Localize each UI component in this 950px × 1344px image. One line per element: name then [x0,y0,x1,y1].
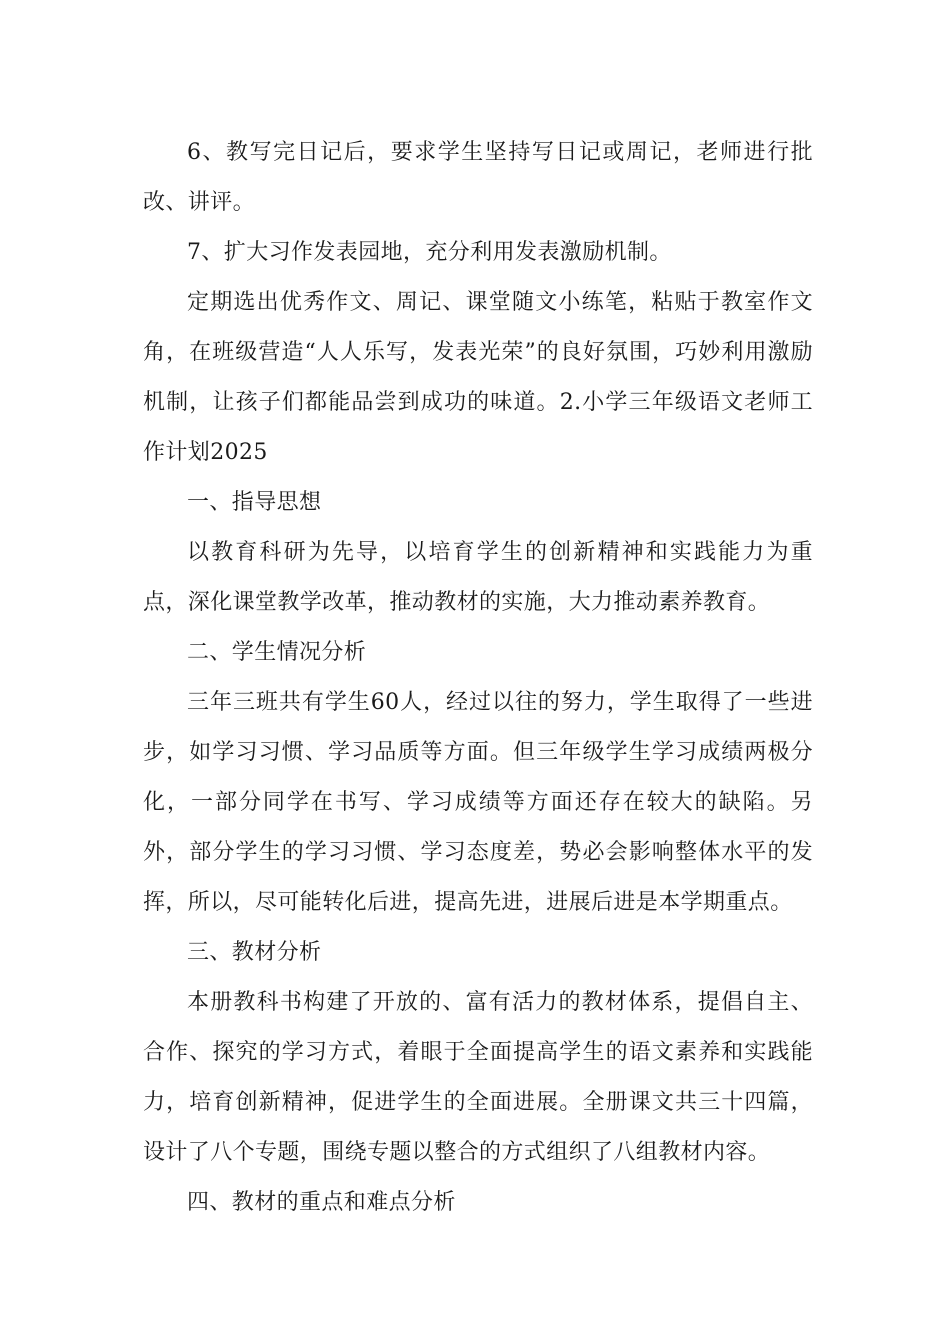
paragraph-guiding-thought: 以教育科研为先导，以培育学生的创新精神和实践能力为重点，深化课堂教学改革，推动教材的实施，大力推动素养教育。 [143,540,813,615]
heading-student-analysis: 二、学生情况分析 [187,640,367,665]
paragraph-student-analysis: 三年三班共有学生60人，经过以往的努力，学生取得了一些进步，如学习习惯、学习品质等方面。但三年级学生学习成绩两极分化，一部分同学在书写、学习成绩等方面还存在较大的缺陷。另外，部分学生的学习习惯、学习态度差，势必会影响整体水平的发挥，所以，尽可能转化后进，提高先进，进展后进是本学期重点。 [143,690,813,915]
paragraph-diary-item: 6、教写完日记后，要求学生坚持写日记或周记，老师进行批改、讲评。 [143,140,813,215]
heading-guiding-thought: 一、指导思想 [187,490,322,515]
heading-key-points: 四、教材的重点和难点分析 [187,1190,456,1215]
paragraph-publish-detail: 定期选出优秀作文、周记、课堂随文小练笔，粘贴于教室作文角，在班级营造“人人乐写，发表光荣”的良好氛围，巧妙利用激励机制，让孩子们都能品尝到成功的味道。2.小学三年级语文老师工作计划2025 [143,290,813,465]
paragraph-publish-item: 7、扩大习作发表园地，充分利用发表激励机制。 [187,240,672,265]
paragraph-textbook-analysis: 本册教科书构建了开放的、富有活力的教材体系，提倡自主、合作、探究的学习方式，着眼于全面提高学生的语文素养和实践能力，培育创新精神，促进学生的全面进展。全册课文共三十四篇，设计了八个专题，围绕专题以整合的方式组织了八组教材内容。 [143,990,813,1165]
document-body [143,128,813,1228]
heading-textbook-analysis: 三、教材分析 [187,940,322,965]
